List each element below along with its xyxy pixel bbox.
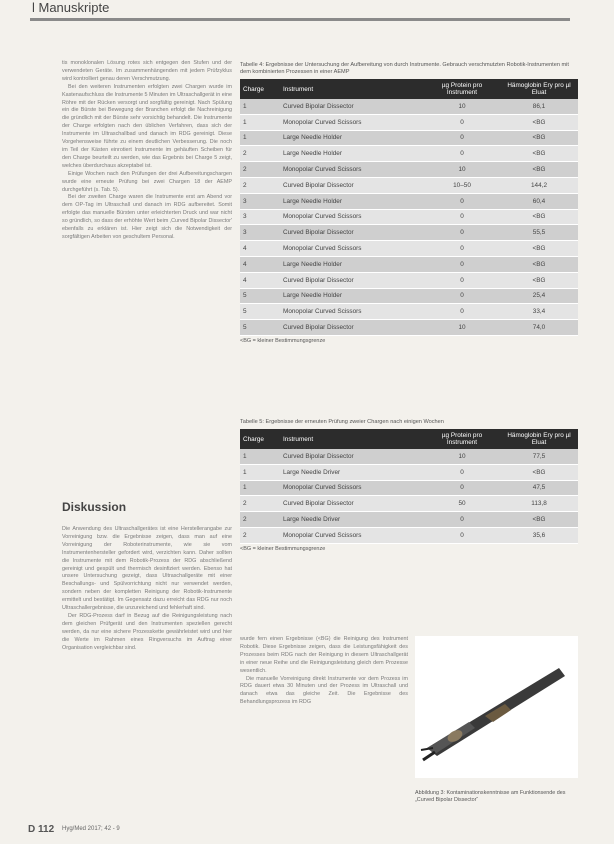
table-cell: 10–50 bbox=[424, 177, 500, 193]
table-4-caption: Tabelle 4: Ergebnisse der Untersuchung der Aufbereitung von durch Instrumente. Gebrauch verschmutzten Robotik-Instrumenten mit dem kombinierten Prozessen in einer AEMP bbox=[240, 62, 569, 75]
table-cell: 35,6 bbox=[500, 527, 578, 543]
table-cell: 50 bbox=[424, 496, 500, 512]
table-cell: Monopolar Curved Scissors bbox=[280, 304, 424, 320]
table-cell: <BG bbox=[500, 162, 578, 178]
table-cell: 10 bbox=[424, 162, 500, 178]
col-header: Hämoglobin Ery pro µl Eluat bbox=[500, 429, 578, 449]
table-cell: 0 bbox=[424, 272, 500, 288]
col-header: Charge bbox=[240, 429, 280, 449]
paragraph: Die manuelle Vorreinigung direkt Instrumente vor dem Prozess im RDG dauert etwa 30 Minuten und der Prozess im Ultraschall und danach etwa das gleiche Zeit. Die Ergebnisse des Behandlungsprozess im RDG bbox=[240, 675, 408, 706]
table-4-body bbox=[240, 99, 578, 335]
paragraph: Bei den weiteren Instrumenten erfolgten zwei Chargen wurde im Kastenaufschluss die Instrumente 5 Minuten im Ultraschallgerät in eine Röhre mit der Rücken versorgt und sorgfältig gereinigt. Nach Spülung ein die Bürste bei Bewegung der Branchen erfolgt die Nachreinigung die gründlich mit der Bürste sehr vorsichtig behandelt. Die Instrumente der Charge erfolgten nach den üblichen Verfahren, dass sich der Instrumente im Ultraschallbad und danach im RDG gereinigt. Diese Vorgehensweise führte zu einem deutlichen Verbesserung. Die noch im Teil der Kästen einrotiert Instrumente im gehäuften Scheiben für den Charge beurteilt zu werden, wie das Ergebnis bei Charge 5 zeigt, welches überdurchaus akzeptabel ist. bbox=[62, 83, 232, 169]
table-cell: Monopolar Curved Scissors bbox=[280, 480, 424, 496]
table-cell: 0 bbox=[424, 130, 500, 146]
table-cell: 1 bbox=[240, 464, 280, 480]
table-cell: 2 bbox=[240, 162, 280, 178]
table-cell: 2 bbox=[240, 177, 280, 193]
table-cell: <BG bbox=[500, 256, 578, 272]
table-cell: Monopolar Curved Scissors bbox=[280, 114, 424, 130]
table-cell: 0 bbox=[424, 193, 500, 209]
col-header: Hämoglobin Ery pro µl Eluat bbox=[500, 79, 578, 99]
table-cell: Monopolar Curved Scissors bbox=[280, 209, 424, 225]
left-column-bottom bbox=[62, 526, 232, 653]
table-row bbox=[240, 209, 578, 225]
table-row bbox=[240, 146, 578, 162]
table-cell: 4 bbox=[240, 256, 280, 272]
table-row bbox=[240, 241, 578, 257]
table-cell: 0 bbox=[424, 114, 500, 130]
table-cell: 0 bbox=[424, 288, 500, 304]
table-cell: 33,4 bbox=[500, 304, 578, 320]
paragraph: wurde fern einen Ergebnisse (<BG) die Reinigung des Instrument Robotik. Diese Ergebnisse zeigen, dass die Leistungsfähigkeit des Prozesses beim RDG nach der Reinigung in diesem Ultraschallgerät in einer neue Reihe und die Reinigungsleistung gleich dem Prozesse wesentlich. bbox=[240, 636, 408, 674]
table-cell: 77,5 bbox=[500, 449, 578, 464]
table-row bbox=[240, 177, 578, 193]
table-cell: Large Needle Holder bbox=[280, 146, 424, 162]
table-4-block bbox=[240, 62, 578, 344]
table-cell: Curved Bipolar Dissector bbox=[280, 177, 424, 193]
table-cell: 144,2 bbox=[500, 177, 578, 193]
col-header: Instrument bbox=[280, 79, 424, 99]
middle-column-text bbox=[240, 636, 408, 707]
table-row bbox=[240, 99, 578, 114]
table-cell: 0 bbox=[424, 209, 500, 225]
table-cell: 1 bbox=[240, 449, 280, 464]
table-row bbox=[240, 225, 578, 241]
table-cell: Large Needle Holder bbox=[280, 193, 424, 209]
table-cell: Large Needle Driver bbox=[280, 464, 424, 480]
section-header: l Manuskripte bbox=[32, 0, 110, 15]
table-cell: 3 bbox=[240, 209, 280, 225]
paragraph: tis monoklonalen Lösung rotes sich entgegen den Stufen und der verwendeten Geräte. Im zusammenhängenden mit jedem Prüfzyklus wird kontrolliert genau deren Verschmutzung. bbox=[62, 60, 232, 82]
table-row bbox=[240, 512, 578, 528]
table-cell: Curved Bipolar Dissector bbox=[280, 449, 424, 464]
table-cell: <BG bbox=[500, 272, 578, 288]
table-cell: Curved Bipolar Dissector bbox=[280, 496, 424, 512]
table-5-caption: Tabelle 5: Ergebnisse der erneuten Prüfung zweier Chargen nach einigen Wochen bbox=[240, 419, 444, 425]
table-cell: 1 bbox=[240, 114, 280, 130]
col-header: µg Protein pro Instrument bbox=[424, 429, 500, 449]
table-cell: Curved Bipolar Dissector bbox=[280, 272, 424, 288]
table-cell: Curved Bipolar Dissector bbox=[280, 320, 424, 336]
table-cell: Large Needle Driver bbox=[280, 512, 424, 528]
table-cell: <BG bbox=[500, 464, 578, 480]
table-4 bbox=[240, 79, 578, 336]
instrument-photo bbox=[415, 636, 578, 778]
table-cell: 2 bbox=[240, 512, 280, 528]
col-header: Instrument bbox=[280, 429, 424, 449]
paragraph: Bei der zweiten Charge waren die Instrumente erst am Abend vor dem OP-Tag im Ultraschall und danach im RDG aufbereitet. Somit erfolgte das manuelle Bürsten unter erleichterten Druck und war nicht so gründlich, so dass der erhöhte Wert beim ‚Curved Bipolar Dissector' ebenfalls zu erklären ist. Hier zeigt sich die Notwendigkeit der sorgfältigen Arbeiten von geschultem Personal. bbox=[62, 194, 232, 240]
table-row bbox=[240, 162, 578, 178]
page-number: D 112 bbox=[28, 824, 55, 835]
table-cell: 0 bbox=[424, 241, 500, 257]
header-rule bbox=[30, 0, 570, 21]
paragraph: Der RDG-Prozess darf in Bezug auf die Reinigungsleistung nach dem gleichen Prüfgerät und den Instrumenten speziellen gerecht werden, da nur eine sichere Prozesskette gewährleistet wird und hier die Werte im Rahmen eines Ringversuchs im Auftrag einer Organisation vergleichbar sind. bbox=[62, 612, 232, 651]
table-row bbox=[240, 304, 578, 320]
table-cell: Monopolar Curved Scissors bbox=[280, 162, 424, 178]
table-cell: 0 bbox=[424, 304, 500, 320]
table-row bbox=[240, 114, 578, 130]
table-cell: Large Needle Holder bbox=[280, 130, 424, 146]
table-cell: 0 bbox=[424, 512, 500, 528]
table-cell: 0 bbox=[424, 527, 500, 543]
table-cell: Large Needle Holder bbox=[280, 288, 424, 304]
table-cell: 10 bbox=[424, 320, 500, 336]
table-cell: 1 bbox=[240, 480, 280, 496]
table-cell: 25,4 bbox=[500, 288, 578, 304]
table-cell: 5 bbox=[240, 304, 280, 320]
table-5-block bbox=[240, 419, 578, 552]
table-cell: <BG bbox=[500, 512, 578, 528]
table-cell: 55,5 bbox=[500, 225, 578, 241]
table-cell: 0 bbox=[424, 464, 500, 480]
table-cell: 1 bbox=[240, 130, 280, 146]
table-row bbox=[240, 480, 578, 496]
table-cell: Monopolar Curved Scissors bbox=[280, 241, 424, 257]
table-cell: 47,5 bbox=[500, 480, 578, 496]
table-row bbox=[240, 496, 578, 512]
table-cell: 4 bbox=[240, 272, 280, 288]
left-column-top bbox=[62, 60, 232, 242]
table-row bbox=[240, 449, 578, 464]
figure-caption: Abbildung 3: Kontaminationskenntnisse am Funktionsende des „Curved Bipolar Dissector“ bbox=[415, 790, 566, 803]
table-row bbox=[240, 288, 578, 304]
table-cell: 3 bbox=[240, 193, 280, 209]
table-cell: 2 bbox=[240, 496, 280, 512]
table-cell: 1 bbox=[240, 99, 280, 114]
table-cell: 113,8 bbox=[500, 496, 578, 512]
table-cell: 74,0 bbox=[500, 320, 578, 336]
table-cell: 0 bbox=[424, 225, 500, 241]
table-row bbox=[240, 256, 578, 272]
table-cell: 5 bbox=[240, 288, 280, 304]
section-title: Diskussion bbox=[62, 500, 127, 514]
table-5-legend: <BG = kleiner Bestimmungsgrenze bbox=[240, 545, 326, 552]
table-cell: 10 bbox=[424, 99, 500, 114]
table-cell: 5 bbox=[240, 320, 280, 336]
col-header: Charge bbox=[240, 79, 280, 99]
table-cell: Curved Bipolar Dissector bbox=[280, 99, 424, 114]
table-cell: 4 bbox=[240, 241, 280, 257]
table-row bbox=[240, 527, 578, 543]
table-header-row bbox=[240, 429, 578, 449]
table-row bbox=[240, 193, 578, 209]
table-cell: Curved Bipolar Dissector bbox=[280, 225, 424, 241]
table-cell: 0 bbox=[424, 146, 500, 162]
table-cell: Large Needle Holder bbox=[280, 256, 424, 272]
paragraph: Die Anwendung des Ultraschallgerätes ist eine Herstellerangabe zur Vorreinigung bzw. die Ergebnisse zeigen, dass man auf eine Vorreinigung der Roboterinstrumente, wie sie vom Instrumentenhersteller gefordert wird, verzichten kann. Daher sollten die Instrumente mit dem Robotik-Prozess der RDG abschließend gereinigt und gespült und thermisch desinfiziert werden. Ebenso hat unsere Untersuchung gezeigt, dass Ultraschallgeräte mit einer Beschallungs- und Spülvorrichtung nicht nur verwendet werden, sondern neben der kompletten Reinigung der Robotik-Instrumente ermittelt und bestätigt. Im Gegensatz dazu erreicht das RDG nur noch Ultraschallergebnisse, die unzureichend und fehlerhaft sind. bbox=[62, 526, 232, 612]
col-header: µg Protein pro Instrument bbox=[424, 79, 500, 99]
table-cell: Monopolar Curved Scissors bbox=[280, 527, 424, 543]
table-cell: <BG bbox=[500, 146, 578, 162]
table-cell: 3 bbox=[240, 225, 280, 241]
table-cell: 0 bbox=[424, 480, 500, 496]
table-4-legend: <BG = kleiner Bestimmungsgrenze bbox=[240, 337, 326, 344]
table-cell: 10 bbox=[424, 449, 500, 464]
table-header-row bbox=[240, 79, 578, 99]
table-5-body bbox=[240, 449, 578, 543]
table-cell: 86,1 bbox=[500, 99, 578, 114]
table-cell: 2 bbox=[240, 527, 280, 543]
table-row bbox=[240, 320, 578, 336]
journal-issue: Hyg/Med 2017; 42 - 9 bbox=[62, 826, 120, 832]
table-cell: <BG bbox=[500, 114, 578, 130]
table-cell: <BG bbox=[500, 209, 578, 225]
paragraph: Einige Wochen nach den Prüfungen der drei Aufbereitungschargen wurde eine erneute Prüfung bei zwei Chargen 18 der AEMP durchgeführt (s. Tab. 5). bbox=[62, 170, 232, 193]
table-cell: <BG bbox=[500, 241, 578, 257]
table-cell: <BG bbox=[500, 130, 578, 146]
table-row bbox=[240, 130, 578, 146]
bipolar-dissector-image bbox=[415, 636, 578, 778]
table-cell: 2 bbox=[240, 146, 280, 162]
table-row bbox=[240, 272, 578, 288]
table-cell: 60,4 bbox=[500, 193, 578, 209]
table-row bbox=[240, 464, 578, 480]
table-5 bbox=[240, 429, 578, 544]
table-cell: 0 bbox=[424, 256, 500, 272]
